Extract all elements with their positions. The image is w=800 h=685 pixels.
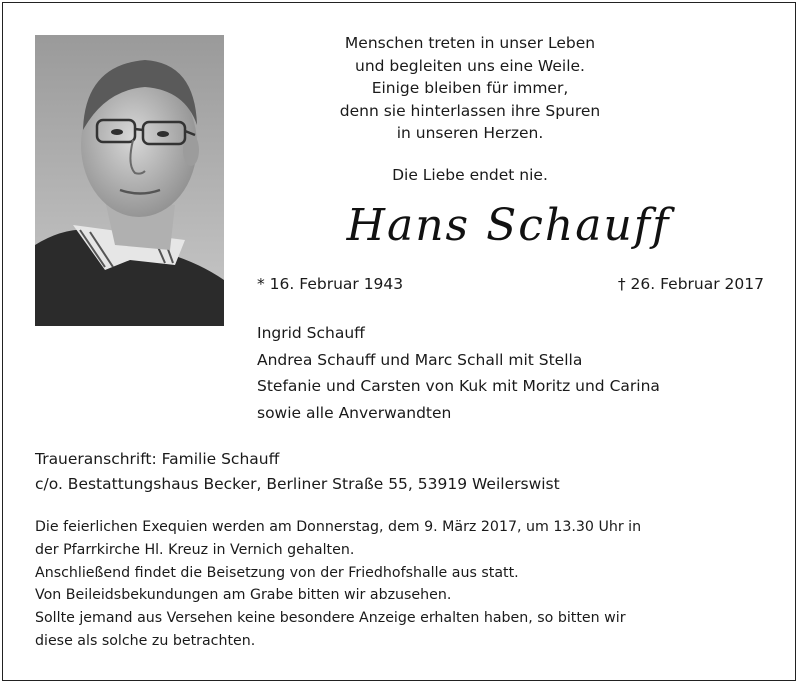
poem-line: Menschen treten in unser Leben — [344, 34, 596, 52]
note-line: Sollte jemand aus Versehen keine besondere Anzeige erhalten haben, so bitten wir — [35, 610, 626, 627]
note-line: Von Beileidsbekundungen am Grabe bitten wir abzusehen. — [35, 587, 452, 604]
note-line: diese als solche zu betrachten. — [35, 632, 256, 649]
death-date: † 26. Februar 2017 — [617, 275, 764, 293]
memorial-poem — [320, 32, 620, 145]
portrait-photo — [35, 35, 224, 326]
mourner-line: Stefanie und Carsten von Kuk mit Moritz und Carina — [257, 377, 660, 395]
poem-line: Einige bleiben für immer, — [371, 79, 569, 97]
address-line: c/o. Bestattungshaus Becker, Berliner Straße 55, 53919 Weilerswist — [35, 475, 560, 493]
poem-line: und begleiten uns eine Weile. — [355, 56, 585, 75]
birth-date: * 16. Februar 1943 — [257, 275, 404, 293]
deceased-name: Hans Schauff — [346, 200, 671, 251]
address-line: Traueranschrift: Familie Schauff — [35, 450, 280, 468]
mourner-line: sowie alle Anverwandten — [257, 403, 452, 422]
mourners-list — [257, 320, 660, 426]
poem-line: in unseren Herzen. — [396, 124, 544, 142]
service-notes — [35, 516, 775, 653]
mourner-line: Andrea Schauff und Marc Schall mit Stella — [257, 350, 583, 369]
motto: Die Liebe endet nie. — [392, 166, 548, 184]
mourner-line: Ingrid Schauff — [257, 324, 365, 342]
mourning-address — [35, 447, 560, 497]
poem-line: denn sie hinterlassen ihre Spuren — [339, 101, 601, 120]
note-line: der Pfarrkirche Hl. Kreuz in Vernich gehalten. — [35, 541, 355, 558]
note-line: Die feierlichen Exequien werden am Donnerstag, dem 9. März 2017, um 13.30 Uhr in — [35, 519, 642, 535]
note-line: Anschließend findet die Beisetzung von der Friedhofshalle aus statt. — [35, 564, 519, 581]
